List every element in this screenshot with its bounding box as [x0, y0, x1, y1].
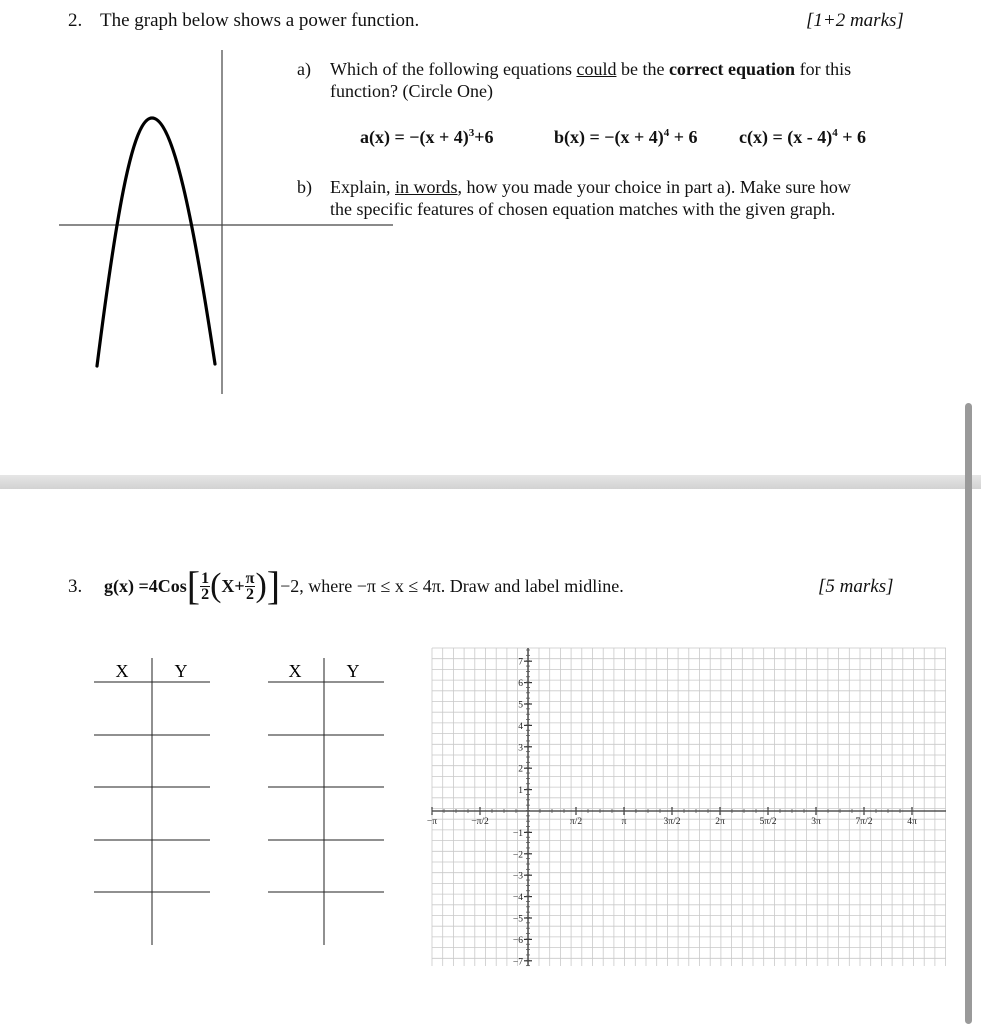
q3-marks: [5 marks]: [818, 576, 894, 597]
q3-fn-lhs: g(x) =4Cos: [104, 575, 187, 596]
x-tick-label: 3π/2: [663, 817, 681, 827]
y-tick-label: 3: [518, 743, 523, 754]
q3-tail: −2, where −π ≤ x ≤ 4π. Draw and label midline.: [280, 575, 624, 596]
frac1-num: 1: [201, 569, 210, 587]
q2b-label: b): [297, 177, 312, 197]
option-a[interactable]: [360, 127, 494, 148]
x-tick-label: −π/2: [471, 817, 489, 827]
q2b-line2: the specific features of chosen equation matches with the given graph.: [330, 199, 836, 219]
q3-number: 3.: [68, 576, 83, 597]
fraction-one-half: [200, 571, 210, 602]
x-tick-label: −π: [426, 817, 438, 827]
q3-function: [104, 560, 624, 612]
q2a-line2: function? (Circle One): [330, 81, 493, 101]
q2a-label: a): [297, 59, 311, 79]
y-tick-label: 1: [518, 786, 523, 797]
frac1-den: 2: [201, 585, 210, 603]
q2a-text: Which of the following equations: [330, 59, 577, 79]
q2-number: 2.: [68, 10, 83, 31]
y-tick-label: −6: [512, 935, 523, 946]
y-tick-label: −1: [512, 828, 523, 839]
x-tick-label: π: [621, 817, 627, 827]
y-tick-label: −3: [512, 871, 523, 882]
option-b[interactable]: [554, 127, 698, 148]
scrollbar[interactable]: [965, 403, 972, 1024]
y-tick-label: −4: [512, 893, 523, 904]
frac2-num: π: [245, 569, 255, 587]
q2-stem: The graph below shows a power function.: [100, 10, 420, 31]
y-tick-label: −5: [512, 914, 523, 925]
option-c-exponent: 4: [832, 127, 838, 139]
table1-col-y: Y: [174, 661, 188, 681]
option-b-tail: + 6: [669, 127, 698, 147]
x-tick-label: π/2: [569, 817, 583, 827]
x-tick-label: 5π/2: [759, 817, 777, 827]
x-tick-label: 3π: [811, 817, 821, 827]
option-b-exponent: 4: [663, 127, 670, 139]
y-tick-label: −7: [512, 957, 523, 968]
y-tick-label: 7: [518, 657, 523, 668]
table1-col-x: X: [115, 661, 129, 681]
y-tick-label: 5: [518, 700, 523, 711]
option-b-main: b(x) = −(x + 4): [554, 127, 664, 147]
power-curve: [97, 118, 215, 366]
q2-marks: [1+2 marks]: [806, 10, 904, 31]
q2a-could: could: [576, 59, 617, 79]
bracket-right: ]: [266, 563, 281, 608]
x-plus: X+: [221, 575, 245, 596]
option-a-main: a(x) = −(x + 4): [360, 127, 469, 147]
x-tick-label: 7π/2: [855, 817, 873, 827]
q2a-question: [330, 58, 930, 102]
option-c-main: c(x) = (x - 4): [739, 127, 833, 147]
y-tick-label: 6: [518, 679, 523, 690]
xy-table-1[interactable]: [92, 658, 214, 948]
q2a-text-post: for this: [795, 59, 852, 79]
option-c-tail: + 6: [837, 127, 866, 147]
q2a-correct-equation: correct equation: [668, 59, 796, 79]
table2-col-y: Y: [346, 661, 360, 681]
q2b-in-words: in words: [395, 177, 458, 197]
paren-right: ): [255, 567, 267, 604]
x-tick-label: 4π: [907, 817, 917, 827]
q2b-question: [330, 176, 930, 220]
xy-table-2[interactable]: [266, 658, 388, 948]
fraction-pi-half: [245, 571, 256, 602]
paren-left: (: [210, 567, 222, 604]
y-tick-label: 2: [518, 764, 523, 775]
frac2-den: 2: [246, 585, 255, 603]
y-tick-label: −2: [512, 850, 523, 861]
bracket-left: [: [186, 563, 201, 608]
table2-col-x: X: [288, 661, 302, 681]
option-a-exponent: 3: [468, 127, 475, 139]
option-a-tail: +6: [474, 127, 494, 147]
coordinate-grid[interactable]: [428, 646, 948, 968]
q2b-text: Explain,: [330, 177, 395, 197]
y-tick-label: 4: [518, 721, 523, 732]
page-divider: [0, 475, 981, 489]
option-c[interactable]: [739, 127, 866, 148]
x-tick-label: 2π: [715, 817, 725, 827]
q2a-text-mid: be the: [616, 59, 669, 79]
q2b-text-post: , how you made your choice in part a). Make sure how: [457, 177, 851, 197]
